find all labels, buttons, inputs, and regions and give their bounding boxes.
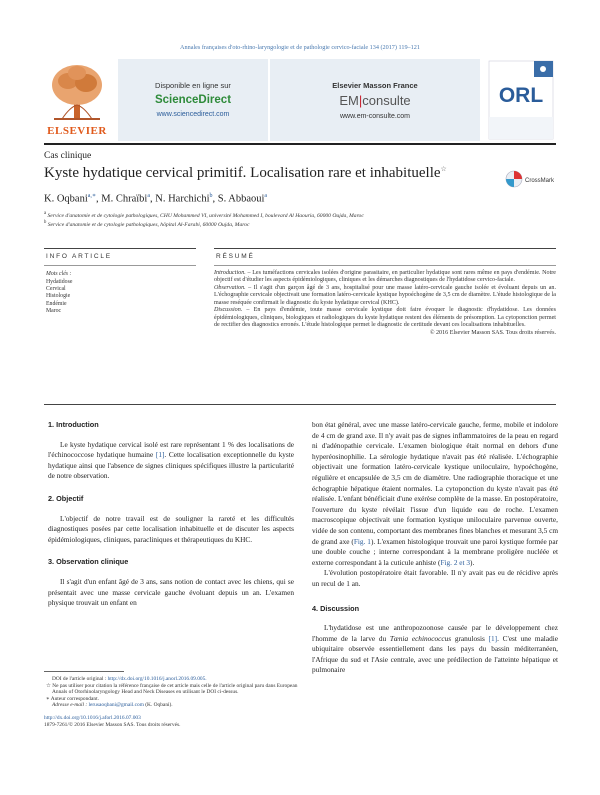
citation-link[interactable]: [1] [488,633,498,643]
footnote-text: (K. Oqbani). [143,702,173,709]
abstract-label: Discussion. [214,307,243,314]
header-rule [44,143,556,145]
keyword: Maroc [46,307,62,314]
paragraph-text: granulosis [451,633,489,643]
paragraph [312,623,558,676]
elsevier-logo [44,59,110,141]
resume-top-rule [214,248,556,249]
keywords-title: Mots clés : [46,271,72,277]
footnote-rule [44,671,124,672]
keyword: Cervical [46,286,66,293]
emconsulte-name-right: consulte [362,93,411,108]
emconsulte-name: EM|consulte [339,93,411,108]
abstract-intro [214,270,556,285]
body-left-column [48,420,294,609]
footnote-text: DOI de l'article original : [52,676,108,682]
elsevier-wordmark: ELSEVIER [47,125,107,137]
authors-line: K. Oqbani$^{a,∗}$, M. Chraïbi$^a$, N. Harchichi$^b$, S. Abbaoui$^a$ [44,193,268,205]
crossmark-badge[interactable] [504,166,556,194]
footnotes [44,676,306,728]
section-heading: 2. Objectif [48,493,84,503]
figure-link[interactable]: Fig. 2 et 3 [440,557,471,567]
paragraph-text: Le kyste hydatique cervical isolé est rare représentant 1 % des localisations de l'échinococcose hydatique humaine [48,439,294,460]
sciencedirect-name: ScienceDirect [154,94,232,106]
title-footnote-star[interactable]: ☆ [440,165,447,173]
email-link[interactable]: lerusaoqbani@gmail.com [88,702,144,709]
article-section-type: Cas clinique [44,151,92,161]
footnote-star: ☆ Ne pas utiliser pour citation la référence française de cet article mais celle de l'article original paru dans European Annals of Otorhinolaryngology Head and Neck Diseases en utilisant le DOI ci-dessus. [46,682,298,696]
affiliation-sup: a [44,211,47,216]
orl-journal-logo [486,59,556,141]
keyword: Hydatidose [46,279,73,285]
abstract-label: Introduction. [214,270,246,276]
author-name[interactable]: S. Abbaoui [217,193,265,205]
orl-logo-text: ORL [498,84,544,107]
article-doi-link[interactable]: http://dx.doi.org/10.1016/j.aforl.2016.07.003 [44,714,141,721]
resume-heading: RÉSUMÉ [216,253,255,260]
author-sup[interactable]: a [147,193,151,199]
author-sup[interactable]: a [264,193,268,199]
orl-cover-icon [486,59,556,141]
info-article-heading: INFO ARTICLE [46,253,112,260]
paragraph: L'objectif de notre travail est de souligner la rareté et les difficultés diagnostiques posées par cette localisation inhabituelle et de discuter les aspects épidémiologiques, cliniques, paracliniques et thérapeutiques du KHC. [48,513,294,544]
author-name[interactable]: K. Oqbani [44,193,88,205]
abstract-text: – Les tuméfactions cervicales isolées d'origine parasitaire, en particulier hydatique sont rares même en pays d'endémie. Notre objectif est d'étudier les aspects épidémiologiques, cliniques et les démarches diagnostiques de l'hydatidose cervico-faciale. [214,270,556,284]
footnote-doi [44,676,306,683]
affiliation-text: Service d'anatomie et de cytologie pathologiques, CHU Mohammed VI, université Mohammed I, boulevard Al Haouria, 60000 Oujda, Maroc [47,212,364,219]
elsevier-tree-icon [48,61,106,123]
keyword: Endémie [46,300,67,307]
paragraph-text: bon état général, avec une masse latéro-cervicale gauche, ferme, mobile et indolore de 4 cm de grand axe. Il n'y avait pas de signes inflammatoires de la peau en regard ni d'adénopathie cervicale. L'examen biologique était normal en dehors d'une hyperéosinophilie. La sérologie hydatique n'avait pas été réalisée. L'échographie objectivait une formation latéro-cervicale kystique uniloculaire, hypoéchogène, régulière et encapsulée de 3,5 cm de diamètre. Une radiographie thoracique et une échographie hépatique étaient normales. La cytoponction du kyste n'avait pas été réalisée. L'enfant bénéficiait d'une exérèse complète de la masse. En postopératoire, l'ouverture du kyste révélait l'issue d'un liquide eau de roche. L'examen macroscopique objectivait une formation kystique uniloculaire parvenue ouverte, vidée de son contenu, comportant des membranes fines blanches et mesurant 3,5 cm de grand axe ( [312,420,558,546]
author-name[interactable]: M. Chraïbi [101,193,148,205]
figure-link[interactable]: Fig. 1 [353,536,371,546]
paragraph-italic: Tænia echinococcus [389,633,452,643]
paragraph-text: L'hydatidose est une anthropozoonose causée par le développement chez l'homme de la larve du [312,623,558,643]
footnote-text: Auteur correspondant. [50,695,99,702]
author-name[interactable]: N. Harchichi [155,193,210,205]
emconsulte-box[interactable] [270,59,480,141]
affiliation-sup: b [44,220,47,225]
issn-line: 1879-7261/© 2016 Elsevier Masson SAS. Tous droits réservés. [44,721,181,728]
paragraph [312,420,558,568]
crossmark-icon [504,166,556,194]
emconsulte-url-link[interactable]: www.em-consulte.com [339,113,411,120]
section-heading: 4. Discussion [312,603,360,613]
keyword: Histologie [46,293,71,300]
resume-sub-rule [214,265,556,266]
sciencedirect-box[interactable] [118,59,268,141]
abstract-text: – En pays d'endémie, toute masse cervicale kystique doit faire évoquer le diagnostic d'hydatidose. Les données épidémiologiques, cliniques, biologiques et radiologiques du kyste hydatique restent des éléments de présomption. La cytoponction permet de rectifier des diagnostics erronés. L'étude histologique permet le diagnostic de certitude devant ces localisations inhabituelles. [214,307,556,329]
paragraph [48,440,294,482]
affiliation-text: Service d'anatomie et de cytologie pathologiques, hôpital Al-Farabi, 60000 Oujda, Maroc [47,221,250,228]
abstract-label: Observation. [214,284,246,291]
section-heading: 3. Observation clinique [48,557,129,567]
footnote-text: Adresse e-mail : [52,702,89,709]
abstract-bottom-rule [44,404,556,405]
doi-link[interactable]: http://dx.doi.org/10.1016/j.anorl.2016.09.005. [107,676,207,682]
abstract-body [214,270,556,337]
affiliation-a [44,211,556,219]
info-top-rule [44,248,196,249]
citation-link[interactable]: [1] [155,450,165,460]
abstract-copyright: © 2016 Elsevier Masson SAS. Tous droits réservés. [429,329,556,336]
footnote-text: Ne pas utiliser pour citation la référence française de cet article mais celle de l'article original paru dans European Annals of Otorhinolaryngology Head and Neck Diseases en utilisant le DOI ci-dessus. [52,682,298,696]
section-heading: 1. Introduction [48,420,99,429]
journal-header [44,59,556,141]
affiliation-b [44,220,556,228]
article-title [44,165,504,182]
paragraph-text: . Cette localisation exceptionnelle du kyste hydatique ainsi que l'absence de signes cliniques spécifiques illustre la particularité de notre observation. [48,450,294,481]
sciencedirect-url-link[interactable]: www.sciencedirect.com [156,111,230,118]
journal-citation-line[interactable]: Annales françaises d'oto-rhino-laryngologie et de pathologie cervico-faciale 134 (2017) 119–121 [180,44,420,51]
body-right-column [312,420,558,676]
author-sup[interactable]: a,∗ [87,193,96,199]
footnote-email [44,702,306,709]
footnote-corresponding: ∗ Auteur correspondant. [46,695,99,702]
paragraph-text: . C'est une maladie ubiquitaire observée essentiellement dans les pays du bassin méditerranéen, l'Afrique du sud et l'Asie centrale, avec une prédilection de l'atteinte hépatique et pulmonaire [312,633,558,675]
abstract-discussion [214,307,556,329]
abstract-text: – Il s'agit d'un garçon âgé de 3 ans, hospitalisé pour une masse latéro-cervicale gauche isolée et évoluant depuis un an. L'échographie cervicale objectivait une formation latéro-cervicale kystique hypoéchogène de 3,5 cm de diamètre. L'étude histologique de la masse reséquée confirmait le diagnostic du kyste hydatique cervical (KHC). [214,284,556,306]
crossmark-label: CrossMark [525,178,555,184]
paragraph-text: ). L'examen histologique trouvait une paroi kystique formée par une double couche ; interne correspondant à la membrane proligère nucléée et externe correspondant à la cuticule anhiste ( [312,536,558,567]
paragraph: L'évolution postopératoire était favorable. Il n'y avait pas eu de récidive après un recul de 1 an. [312,568,558,588]
emconsulte-name-left: EM [339,93,359,108]
paragraph-text: ). [470,557,475,567]
abstract-observation [214,285,556,307]
article-title-text: Kyste hydatique cervical primitif. Localisation rare et inhabituelle [44,165,441,181]
info-sub-rule [44,265,196,266]
keywords-list [46,279,72,315]
paragraph: Il s'agit d'un enfant âgé de 3 ans, sans notion de contact avec les chiens, qui se présentait avec une masse cervicale gauche évoluant depuis un an. L'examen physique trouvait un enfant en [48,576,294,608]
author-sup[interactable]: b [209,193,213,199]
emconsulte-publisher: Elsevier Masson France [332,81,418,90]
sciencedirect-available-text: Disponible en ligne sur [155,81,231,90]
